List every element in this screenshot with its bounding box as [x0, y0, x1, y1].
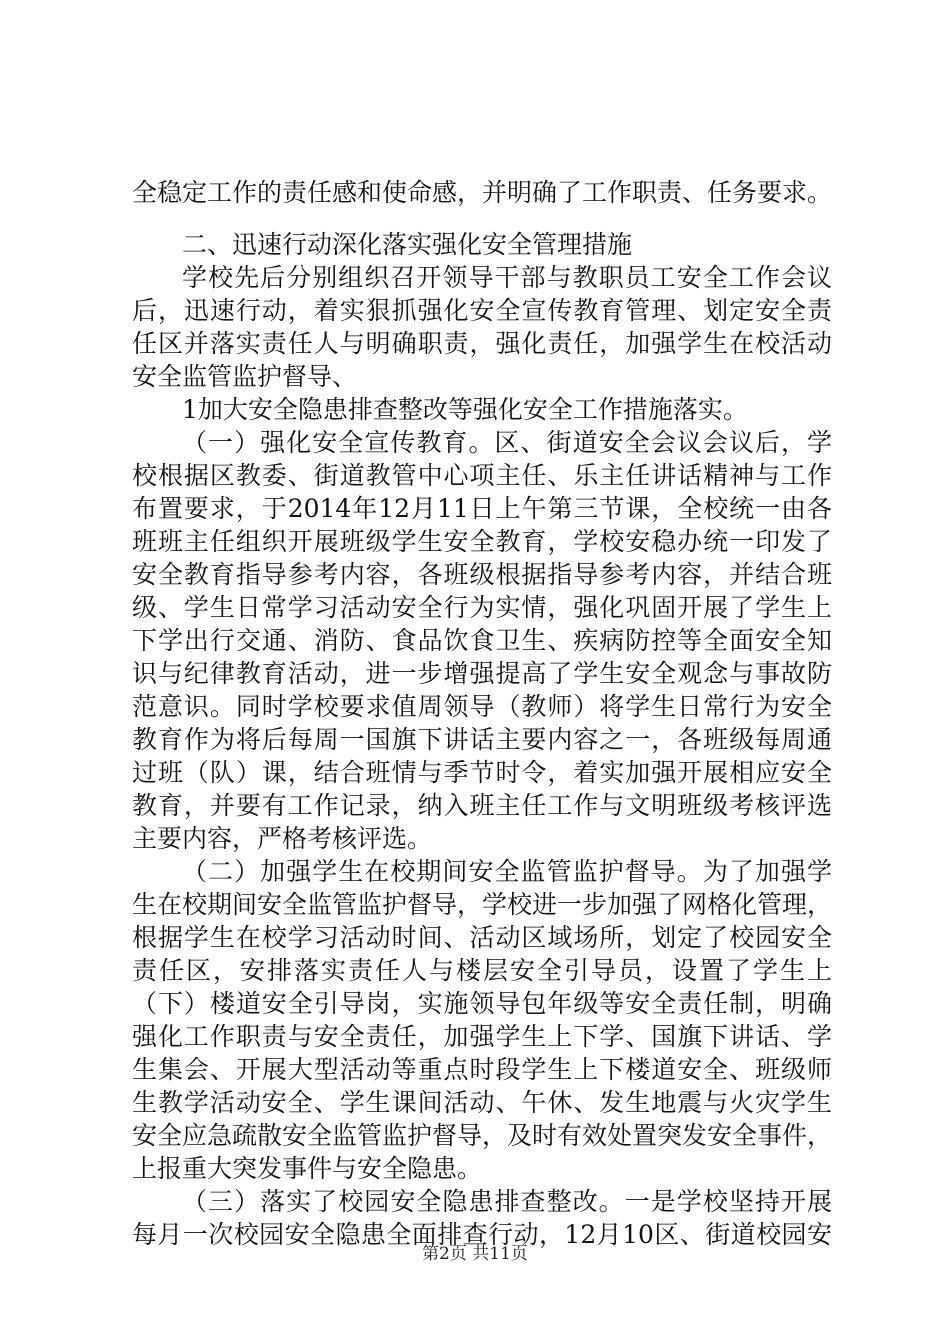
text-line: 级、学生日常学习活动安全行为实情，强化巩固开展了学生上: [132, 593, 832, 622]
text-line: 教育，并要有工作记录，纳入班主任工作与文明班级考核评选: [132, 791, 832, 820]
text-line: 班班主任组织开展班级学生安全教育，学校安稳办统一印发了: [132, 527, 832, 556]
text-line: 1加大安全隐患排查整改等强化安全工作措施落实。: [182, 395, 748, 424]
section-heading: 二、迅速行动深化落实强化安全管理措施: [182, 230, 633, 259]
text-line: （一）强化安全宣传教育。区、街道安全会议会议后，学: [182, 428, 832, 457]
text-line: 下学出行交通、消防、食品饮食卫生、疾病防控等全面安全知: [132, 626, 832, 655]
text-line: （二）加强学生在校期间安全监管监护督导。为了加强学: [182, 857, 832, 886]
text-line: 强化工作职责与安全责任，加强学生上下学、国旗下讲话、学: [132, 1022, 832, 1051]
text-line: 生在校期间安全监管监护督导，学校进一步加强了网格化管理，: [132, 890, 833, 919]
text-line: 任区并落实责任人与明确职责，强化责任，加强学生在校活动: [132, 329, 832, 358]
text-line: 教育作为将后每周一国旗下讲话主要内容之一，各班级每周通: [132, 725, 832, 754]
text-line: 主要内容，严格考核评选。: [132, 824, 433, 853]
text-line: 安全教育指导参考内容，各班级根据指导参考内容，并结合班: [132, 560, 832, 589]
text-line: 范意识。同时学校要求值周领导（教师）将学生日常行为安全: [132, 692, 832, 721]
text-line: 上报重大突发事件与安全隐患。: [132, 1154, 483, 1183]
page-footer: 第2页 共11页: [422, 1244, 528, 1264]
text-line: 识与纪律教育活动，进一步增强提高了学生安全观念与事故防: [132, 659, 832, 688]
text-line: （三）落实了校园安全隐患排查整改。一是学校坚持开展: [182, 1187, 832, 1216]
text-line: 布置要求，于2014年12月11日上午第三节课，全校统一由各: [132, 494, 832, 523]
text-line: 学校先后分别组织召开领导干部与教职员工安全工作会议: [182, 263, 832, 292]
text-line: 安全监管监护督导、: [132, 362, 358, 391]
text-line: 每月一次校园安全隐患全面排查行动，12月10区、街道校园安: [132, 1220, 832, 1249]
text-line: 过班（队）课，结合班情与季节时令，着实加强开展相应安全: [132, 758, 832, 787]
text-line: 生教学活动安全、学生课间活动、午休、发生地震与火灾学生: [132, 1088, 832, 1117]
text-line: 责任区，安排落实责任人与楼层安全引导员，设置了学生上: [132, 956, 832, 985]
text-line: 安全应急疏散安全监管监护督导，及时有效处置突发安全事件，: [132, 1121, 833, 1150]
text-line: 根据学生在校学习活动时间、活动区域场所，划定了校园安全: [132, 923, 832, 952]
text-line: 生集会、开展大型活动等重点时段学生上下楼道安全、班级师: [132, 1055, 832, 1084]
text-line: 全稳定工作的责任感和使命感，并明确了工作职责、任务要求。: [132, 178, 833, 207]
text-line: 校根据区教委、街道教管中心项主任、乐主任讲话精神与工作: [132, 461, 832, 490]
text-line: （下）楼道安全引导岗，实施领导包年级等安全责任制，明确: [132, 989, 832, 1018]
text-line: 后，迅速行动，着实狠抓强化安全宣传教育管理、划定安全责: [132, 296, 832, 325]
